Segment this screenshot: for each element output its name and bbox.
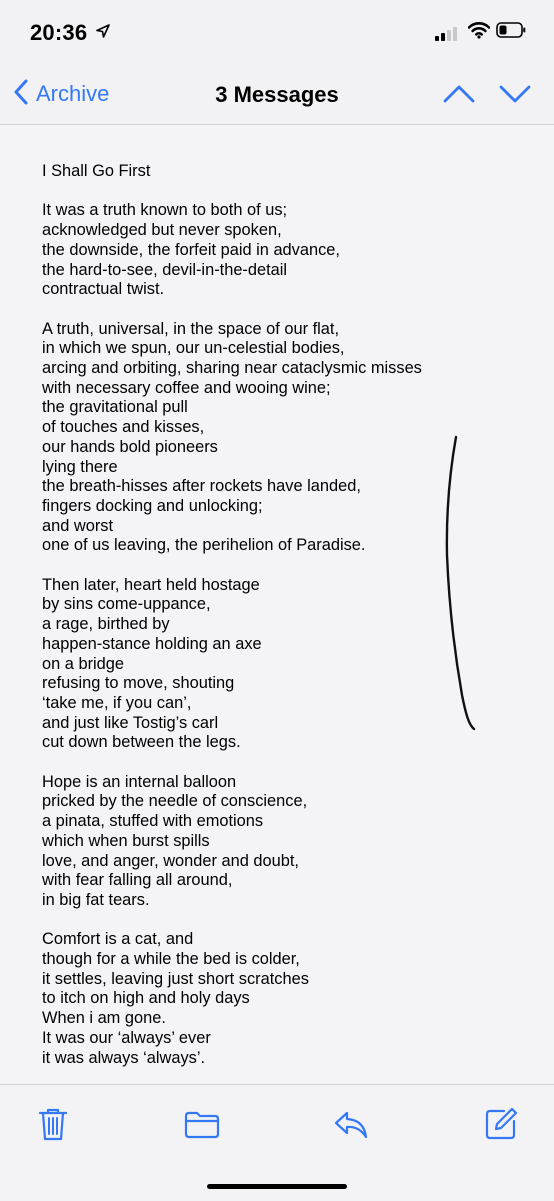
previous-message-button[interactable]: [442, 84, 476, 109]
compose-icon: [484, 1107, 518, 1141]
poem-line: in big fat tears.: [42, 890, 150, 909]
poem-line: the breath-hisses after rockets have landed,: [42, 477, 361, 496]
poem-line: and worst: [42, 516, 114, 535]
handwritten-line-mark: [0, 125, 554, 1083]
poem-line: though for a while the bed is colder,: [42, 950, 300, 969]
folder-icon: [184, 1111, 220, 1139]
poem-line: It was our ‘always’ ever: [42, 1028, 211, 1047]
poem-line: pricked by the needle of conscience,: [42, 792, 308, 811]
poem-line: a rage, birthed by: [42, 615, 170, 634]
poem-line: the hard-to-see, devil-in-the-detail: [42, 260, 288, 279]
chevron-up-icon: [442, 84, 476, 104]
wifi-icon: [468, 21, 490, 44]
poem-line: to itch on high and holy days: [42, 989, 250, 1008]
poem-line: and just like Tostig’s carl: [42, 713, 219, 732]
poem-line: one of us leaving, the perihelion of Paradise.: [42, 536, 366, 555]
poem-line: of touches and kisses,: [42, 418, 205, 437]
reply-icon: [333, 1111, 369, 1139]
poem-line: a pinata, stuffed with emotions: [42, 812, 264, 831]
compose-button[interactable]: [484, 1107, 518, 1146]
poem-line: happen-stance holding an axe: [42, 634, 262, 653]
poem-line: refusing to move, shouting: [42, 674, 235, 693]
cellular-signal-icon: [435, 27, 459, 46]
poem-line: acknowledged but never spoken,: [42, 221, 282, 240]
chevron-left-icon: [14, 79, 28, 110]
poem-line: Then later, heart held hostage: [42, 575, 260, 594]
poem-line: it was always ‘always’.: [42, 1048, 206, 1067]
location-arrow-icon: [96, 24, 110, 43]
poem-line: in which we spun, our un-celestial bodies,: [42, 339, 345, 358]
battery-icon: [496, 22, 526, 43]
poem-line: it settles, leaving just short scratches: [42, 969, 309, 988]
poem-line: contractual twist.: [42, 280, 165, 299]
trash-button[interactable]: [38, 1107, 68, 1146]
poem-line: our hands bold pioneers: [42, 437, 218, 456]
reply-button[interactable]: [333, 1111, 369, 1144]
poem-line: It was a truth known to both of us;: [42, 201, 288, 220]
back-label: Archive: [36, 81, 110, 106]
poem-line: Comfort is a cat, and: [42, 930, 194, 949]
poem-line: the downside, the forfeit paid in advance,: [42, 240, 340, 259]
poem-line: arcing and orbiting, sharing near cataclysmic misses: [42, 359, 422, 377]
next-message-button[interactable]: [498, 84, 532, 109]
poem-line: ‘take me, if you can’,: [42, 693, 192, 712]
poem-line: fingers docking and unlocking;: [42, 496, 263, 515]
poem-line: When i am gone.: [42, 1009, 166, 1028]
poem-title: I Shall Go First: [42, 162, 151, 180]
move-to-folder-button[interactable]: [184, 1111, 220, 1144]
poem-line: A truth, universal, in the space of our flat,: [42, 319, 340, 338]
page-title: 3 Messages: [215, 82, 339, 107]
poem-line: Hope is an internal balloon: [42, 772, 237, 791]
status-bar: [0, 0, 554, 62]
poem-line: by sins come-uppance,: [42, 595, 211, 614]
poem-line: cut down between the legs.: [42, 733, 241, 752]
poem-line: lying there: [42, 457, 118, 476]
message-body[interactable]: [0, 125, 554, 1083]
chevron-down-icon: [498, 84, 532, 104]
poem-line: love, and anger, wonder and doubt,: [42, 851, 299, 870]
status-time: 20:36: [30, 20, 88, 45]
home-indicator: [207, 1184, 347, 1189]
poem-line: with necessary coffee and wooing wine;: [42, 378, 331, 397]
back-button[interactable]: [14, 78, 109, 110]
poem-line: the gravitational pull: [42, 398, 188, 417]
trash-icon: [38, 1107, 68, 1141]
poem-line: which when burst spills: [42, 831, 210, 850]
poem-line: with fear falling all around,: [42, 871, 233, 890]
poem-line: on a bridge: [42, 654, 125, 673]
nav-bar: [0, 62, 554, 125]
